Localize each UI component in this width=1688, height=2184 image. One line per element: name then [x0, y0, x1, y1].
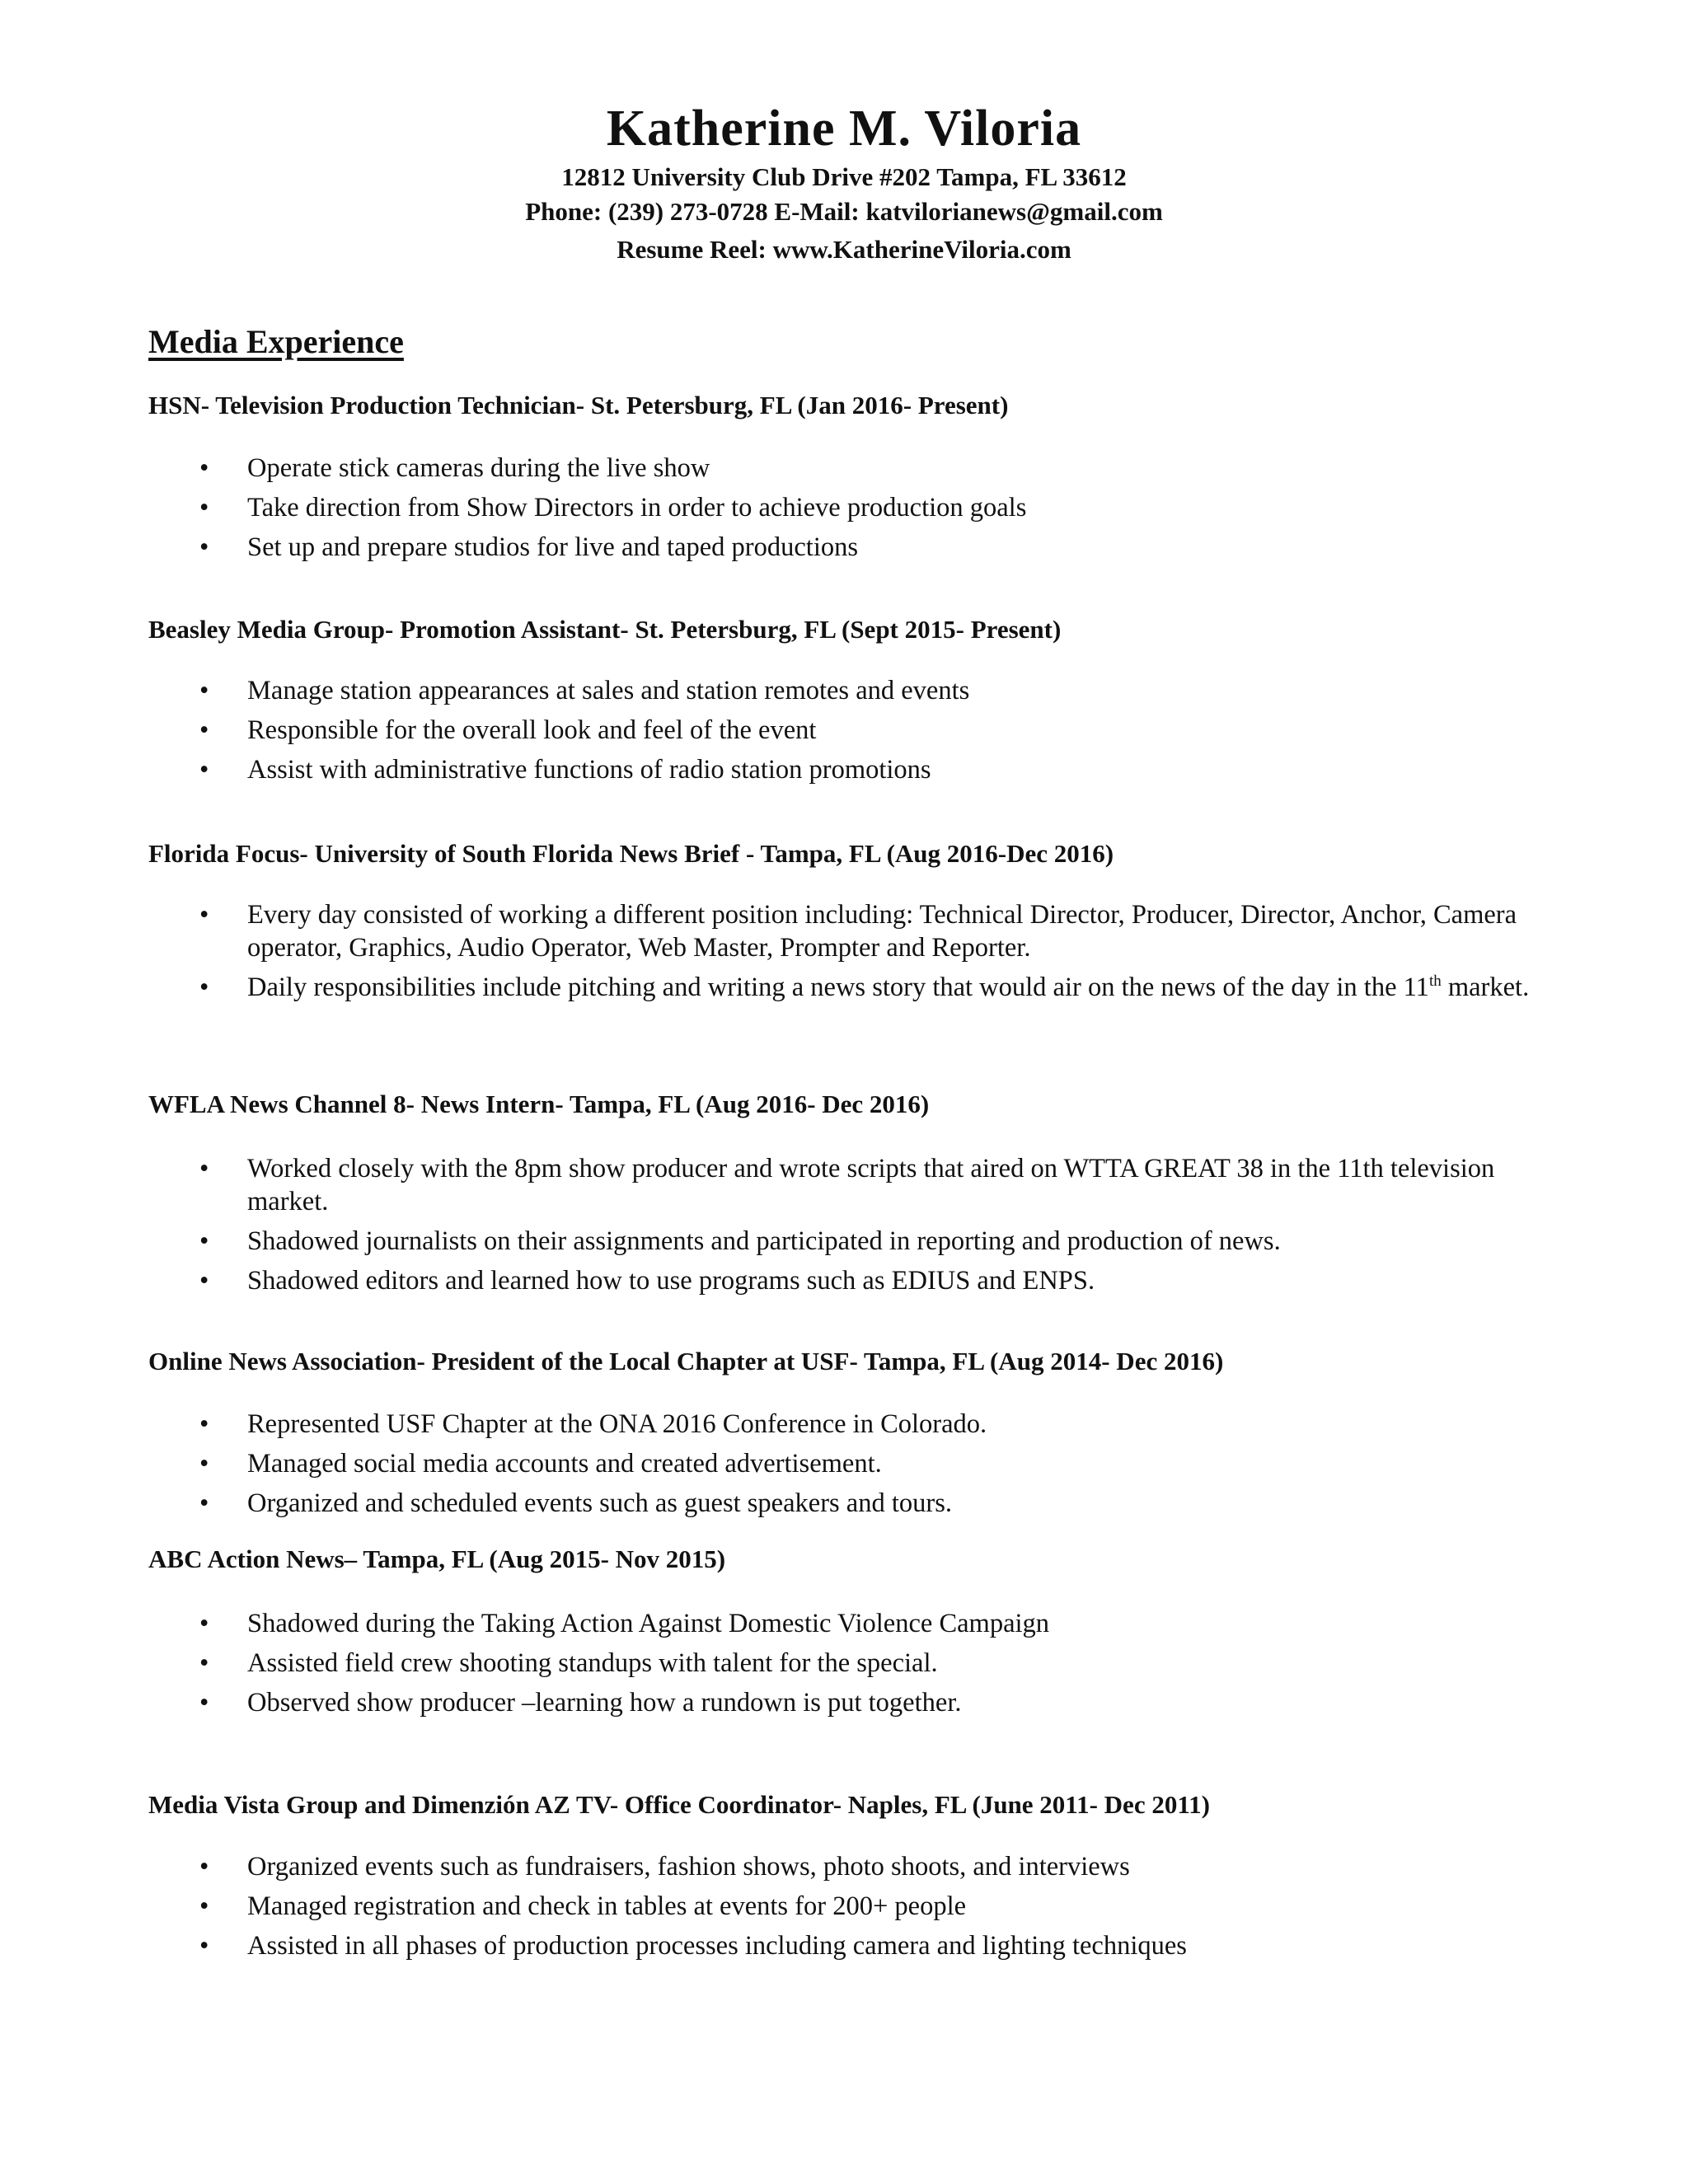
contact-line: Phone: (239) 273-0728 E-Mail: katvilorianews@gmail.com: [525, 197, 1163, 226]
job-title-ona: Online News Association- President of the Local Chapter at USF- Tampa, FL (Aug 2014- Dec 2016): [148, 1347, 1224, 1376]
list-item: • Responsible for the overall look and feel of the event: [199, 715, 817, 745]
bullet-icon: •: [199, 1154, 209, 1183]
bullet-icon: •: [199, 493, 209, 523]
job-title-hsn: HSN- Television Production Technician- St. Petersburg, FL (Jan 2016- Present): [148, 391, 1009, 419]
job-bullets-hsn: [148, 452, 1533, 570]
job-bullets-media-vista-group: [148, 1850, 1533, 1969]
bullet-icon: •: [199, 1931, 209, 1961]
job-title-media-vista-group: Media Vista Group and Dimenzión AZ TV- Office Coordinator- Naples, FL (June 2011- Dec 2011): [148, 1790, 1210, 1819]
list-item: • Shadowed during the Taking Action Against Domestic Violence Campaign: [199, 1609, 1050, 1638]
bullet-icon: •: [199, 453, 209, 483]
bullet-icon: •: [199, 1648, 209, 1678]
bullet-icon: •: [199, 1609, 209, 1638]
bullet-icon: •: [199, 1449, 209, 1479]
bullet-icon: •: [199, 1852, 209, 1882]
job-title-beasley: Beasley Media Group- Promotion Assistant- St. Petersburg, FL (Sept 2015- Present): [148, 615, 1062, 644]
bullet-icon: •: [199, 972, 209, 1002]
job-bullets-florida-focus: [148, 898, 1533, 1010]
bullet-icon: •: [199, 900, 209, 930]
job-bullets-wfla: [148, 1152, 1533, 1304]
ordinal-superscript: th: [1428, 972, 1442, 991]
job-bullets-abc-action-news: [148, 1607, 1533, 1726]
job-title-florida-focus: Florida Focus- University of South Florida News Brief - Tampa, FL (Aug 2016-Dec 2016): [148, 839, 1114, 868]
list-item: • Every day consisted of working a different position including: Technical Director, Producer, Director, Anchor, Camera operator, Graphics, Audio Operator, Web Master, Prompter and Reporter.: [199, 900, 1517, 963]
bullet-icon: •: [199, 1488, 209, 1518]
list-item: • Organized and scheduled events such as guest speakers and tours.: [199, 1488, 952, 1518]
candidate-name: Katherine M. Viloria: [606, 101, 1082, 157]
list-item: • Observed show producer –learning how a rundown is put together.: [199, 1688, 962, 1718]
list-item: • Assisted in all phases of production processes including camera and lighting techniques: [199, 1931, 1187, 1961]
address-line: 12812 University Club Drive #202 Tampa, FL 33612: [561, 162, 1127, 191]
list-item: • Assisted field crew shooting standups with talent for the special.: [199, 1648, 938, 1678]
bullet-icon: •: [199, 1688, 209, 1718]
list-item: • Manage station appearances at sales and station remotes and events: [199, 676, 970, 705]
list-item: • Organized events such as fundraisers, fashion shows, photo shoots, and interviews: [199, 1852, 1130, 1882]
job-title-wfla: WFLA News Channel 8- News Intern- Tampa, FL (Aug 2016- Dec 2016): [148, 1090, 930, 1118]
job-title-abc-action-news: ABC Action News– Tampa, FL (Aug 2015- Nov 2015): [148, 1544, 726, 1573]
bullet-icon: •: [199, 1226, 209, 1256]
bullet-icon: •: [199, 1266, 209, 1296]
list-item: • Managed social media accounts and created advertisement.: [199, 1449, 882, 1479]
bullet-icon: •: [199, 676, 209, 705]
bullet-icon: •: [199, 532, 209, 562]
bullet-icon: •: [199, 1409, 209, 1439]
list-item: • Set up and prepare studios for live and taped productions: [199, 532, 858, 562]
job-bullets-ona: [148, 1408, 1533, 1526]
list-item: • Shadowed editors and learned how to use programs such as EDIUS and ENPS.: [199, 1266, 1095, 1296]
resume-header: [0, 97, 1688, 267]
reel-line: Resume Reel: www.KatherineViloria.com: [617, 235, 1071, 264]
section-title-media-experience: Media Experience: [148, 323, 404, 360]
list-item: • Take direction from Show Directors in order to achieve production goals: [199, 493, 1027, 523]
bullet-icon: •: [199, 715, 209, 745]
bullet-icon: •: [199, 1891, 209, 1921]
list-item: • Shadowed journalists on their assignments and participated in reporting and production of news.: [199, 1226, 1281, 1256]
list-item: • Managed registration and check in tables at events for 200+ people: [199, 1891, 967, 1921]
list-item: • Daily responsibilities include pitching and writing a news story that would air on the news of the day in the 11th market.: [199, 972, 1530, 1002]
bullet-icon: •: [199, 755, 209, 785]
list-item: • Worked closely with the 8pm show producer and wrote scripts that aired on WTTA GREAT 38 in the 11th television market.: [199, 1154, 1495, 1216]
list-item: • Assist with administrative functions of radio station promotions: [199, 755, 931, 785]
job-bullets-beasley: [148, 674, 1533, 793]
list-item: • Represented USF Chapter at the ONA 2016 Conference in Colorado.: [199, 1409, 987, 1439]
list-item: • Operate stick cameras during the live show: [199, 453, 710, 483]
